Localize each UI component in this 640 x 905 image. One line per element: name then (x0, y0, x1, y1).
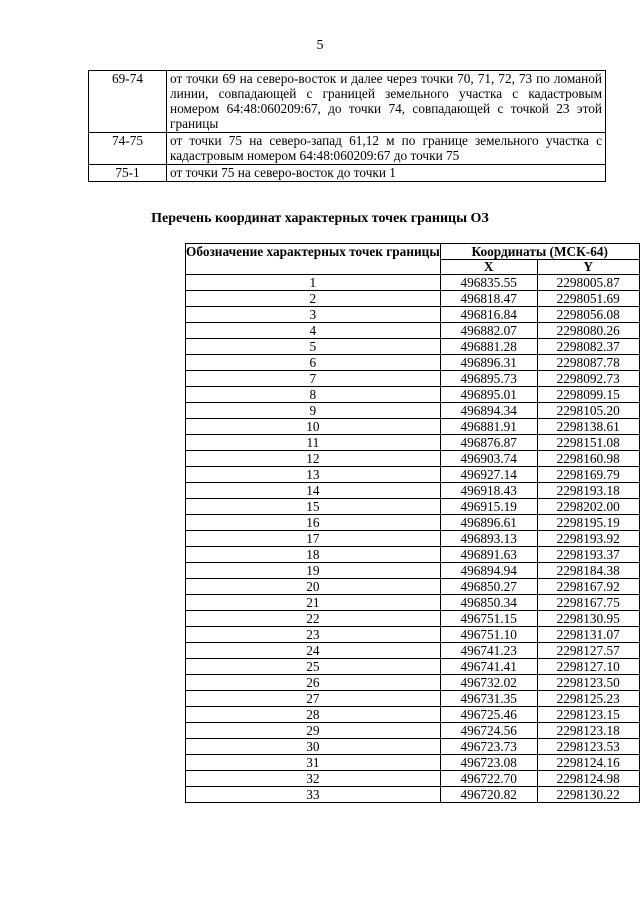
designation-header: Обозначение характерных точек границы (186, 244, 441, 275)
table-row (186, 435, 640, 451)
x-coordinate: 496741.23 (440, 643, 537, 659)
coordinates-title: Перечень координат характерных точек границы ОЗ (151, 211, 489, 226)
x-coordinate: 496723.73 (440, 739, 537, 755)
table-row (186, 547, 640, 563)
x-coordinate: 496895.01 (440, 387, 537, 403)
y-coordinate: 2298051.69 (537, 291, 639, 307)
point-number: 14 (186, 483, 441, 499)
x-coordinate: 496915.19 (440, 499, 537, 515)
x-coordinate: 496818.47 (440, 291, 537, 307)
point-number: 13 (186, 467, 441, 483)
point-number: 5 (186, 339, 441, 355)
point-number: 6 (186, 355, 441, 371)
y-coordinate: 2298127.57 (537, 643, 639, 659)
segment-cell: 69-74 (89, 71, 167, 133)
y-coordinate: 2298125.23 (537, 691, 639, 707)
x-coordinate: 496903.74 (440, 451, 537, 467)
y-coordinate: 2298167.75 (537, 595, 639, 611)
y-coordinate: 2298169.79 (537, 467, 639, 483)
y-coordinate: 2298193.18 (537, 483, 639, 499)
boundary-description-table (88, 70, 606, 182)
table-row (186, 771, 640, 787)
y-coordinate: 2298127.10 (537, 659, 639, 675)
table-row (186, 643, 640, 659)
table-row (186, 691, 640, 707)
table-row (186, 515, 640, 531)
point-number: 10 (186, 419, 441, 435)
point-number: 25 (186, 659, 441, 675)
y-coordinate: 2298123.53 (537, 739, 639, 755)
y-coordinate: 2298184.38 (537, 563, 639, 579)
segment-cell: 74-75 (89, 133, 167, 165)
coordinates-header: Координаты (МСК-64) (440, 244, 639, 260)
point-number: 20 (186, 579, 441, 595)
point-number: 12 (186, 451, 441, 467)
y-coordinate: 2298087.78 (537, 355, 639, 371)
point-number: 7 (186, 371, 441, 387)
point-number: 15 (186, 499, 441, 515)
table-row (186, 451, 640, 467)
table-row (186, 595, 640, 611)
x-coordinate: 496741.41 (440, 659, 537, 675)
coordinates-table (185, 243, 640, 803)
x-coordinate: 496723.08 (440, 755, 537, 771)
point-number: 23 (186, 627, 441, 643)
y-coordinate: 2298082.37 (537, 339, 639, 355)
x-coordinate: 496918.43 (440, 483, 537, 499)
table-row (186, 739, 640, 755)
point-number: 29 (186, 723, 441, 739)
point-number: 8 (186, 387, 441, 403)
point-number: 32 (186, 771, 441, 787)
point-number: 30 (186, 739, 441, 755)
table-row (186, 355, 640, 371)
x-coordinate: 496894.34 (440, 403, 537, 419)
table-row (186, 611, 640, 627)
x-coordinate: 496731.35 (440, 691, 537, 707)
header-row (186, 244, 640, 260)
y-coordinate: 2298124.16 (537, 755, 639, 771)
y-coordinate: 2298195.19 (537, 515, 639, 531)
x-coordinate: 496896.61 (440, 515, 537, 531)
x-coordinate: 496720.82 (440, 787, 537, 803)
point-number: 9 (186, 403, 441, 419)
table-row (186, 723, 640, 739)
x-coordinate: 496895.73 (440, 371, 537, 387)
table-row (186, 627, 640, 643)
y-coordinate: 2298193.37 (537, 547, 639, 563)
segment-description: от точки 75 на северо-восток до точки 1 (167, 165, 606, 182)
x-header: X (440, 260, 537, 275)
table-row (186, 403, 640, 419)
x-coordinate: 496881.28 (440, 339, 537, 355)
coordinates-body (186, 275, 640, 803)
x-coordinate: 496751.15 (440, 611, 537, 627)
point-number: 22 (186, 611, 441, 627)
y-coordinate: 2298099.15 (537, 387, 639, 403)
x-coordinate: 496893.13 (440, 531, 537, 547)
y-coordinate: 2298160.98 (537, 451, 639, 467)
table-row (89, 133, 606, 165)
y-coordinate: 2298123.18 (537, 723, 639, 739)
point-number: 11 (186, 435, 441, 451)
table-row (186, 787, 640, 803)
x-coordinate: 496732.02 (440, 675, 537, 691)
table-row (186, 323, 640, 339)
y-coordinate: 2298167.92 (537, 579, 639, 595)
y-coordinate: 2298202.00 (537, 499, 639, 515)
table-row (186, 307, 640, 323)
point-number: 31 (186, 755, 441, 771)
point-number: 1 (186, 275, 441, 291)
table-row (186, 675, 640, 691)
y-coordinate: 2298056.08 (537, 307, 639, 323)
segment-description: от точки 69 на северо-восток и далее через точки 70, 71, 72, 73 по ломаной линии, совпадающей с границей земельного участка с кадастровым номером 64:48:060209:67, до точки 74, совпадающей с точкой 23 этой границы (167, 71, 606, 133)
table-row (186, 387, 640, 403)
point-number: 21 (186, 595, 441, 611)
y-coordinate: 2298138.61 (537, 419, 639, 435)
segment-cell: 75-1 (89, 165, 167, 182)
y-coordinate: 2298130.95 (537, 611, 639, 627)
table-row (186, 291, 640, 307)
table-row (186, 531, 640, 547)
y-coordinate: 2298130.22 (537, 787, 639, 803)
point-number: 2 (186, 291, 441, 307)
x-coordinate: 496724.56 (440, 723, 537, 739)
point-number: 24 (186, 643, 441, 659)
table-row (186, 563, 640, 579)
table-row (186, 707, 640, 723)
x-coordinate: 496882.07 (440, 323, 537, 339)
x-coordinate: 496751.10 (440, 627, 537, 643)
point-number: 17 (186, 531, 441, 547)
x-coordinate: 496850.34 (440, 595, 537, 611)
point-number: 19 (186, 563, 441, 579)
y-coordinate: 2298124.98 (537, 771, 639, 787)
y-coordinate: 2298131.07 (537, 627, 639, 643)
table-row (186, 419, 640, 435)
point-number: 4 (186, 323, 441, 339)
table-row (186, 467, 640, 483)
table-row (89, 165, 606, 182)
x-coordinate: 496816.84 (440, 307, 537, 323)
x-coordinate: 496891.63 (440, 547, 537, 563)
table-row (186, 483, 640, 499)
segment-description: от точки 75 на северо-запад 61,12 м по границе земельного участка с кадастровым номером 64:48:060209:67 до точки 75 (167, 133, 606, 165)
y-coordinate: 2298151.08 (537, 435, 639, 451)
page-number: 5 (316, 38, 324, 53)
x-coordinate: 496896.31 (440, 355, 537, 371)
table-row (186, 339, 640, 355)
x-coordinate: 496894.94 (440, 563, 537, 579)
x-coordinate: 496722.70 (440, 771, 537, 787)
table-row (186, 275, 640, 291)
x-coordinate: 496850.27 (440, 579, 537, 595)
y-coordinate: 2298105.20 (537, 403, 639, 419)
y-coordinate: 2298005.87 (537, 275, 639, 291)
table-row (89, 71, 606, 133)
table-row (186, 499, 640, 515)
x-coordinate: 496927.14 (440, 467, 537, 483)
table-row (186, 755, 640, 771)
y-header: Y (537, 260, 639, 275)
x-coordinate: 496835.55 (440, 275, 537, 291)
y-coordinate: 2298193.92 (537, 531, 639, 547)
y-coordinate: 2298092.73 (537, 371, 639, 387)
x-coordinate: 496876.87 (440, 435, 537, 451)
x-coordinate: 496881.91 (440, 419, 537, 435)
point-number: 33 (186, 787, 441, 803)
point-number: 16 (186, 515, 441, 531)
y-coordinate: 2298080.26 (537, 323, 639, 339)
y-coordinate: 2298123.15 (537, 707, 639, 723)
table-row (186, 659, 640, 675)
table-row (186, 579, 640, 595)
table-row (186, 371, 640, 387)
point-number: 3 (186, 307, 441, 323)
y-coordinate: 2298123.50 (537, 675, 639, 691)
point-number: 26 (186, 675, 441, 691)
x-coordinate: 496725.46 (440, 707, 537, 723)
point-number: 28 (186, 707, 441, 723)
point-number: 27 (186, 691, 441, 707)
point-number: 18 (186, 547, 441, 563)
